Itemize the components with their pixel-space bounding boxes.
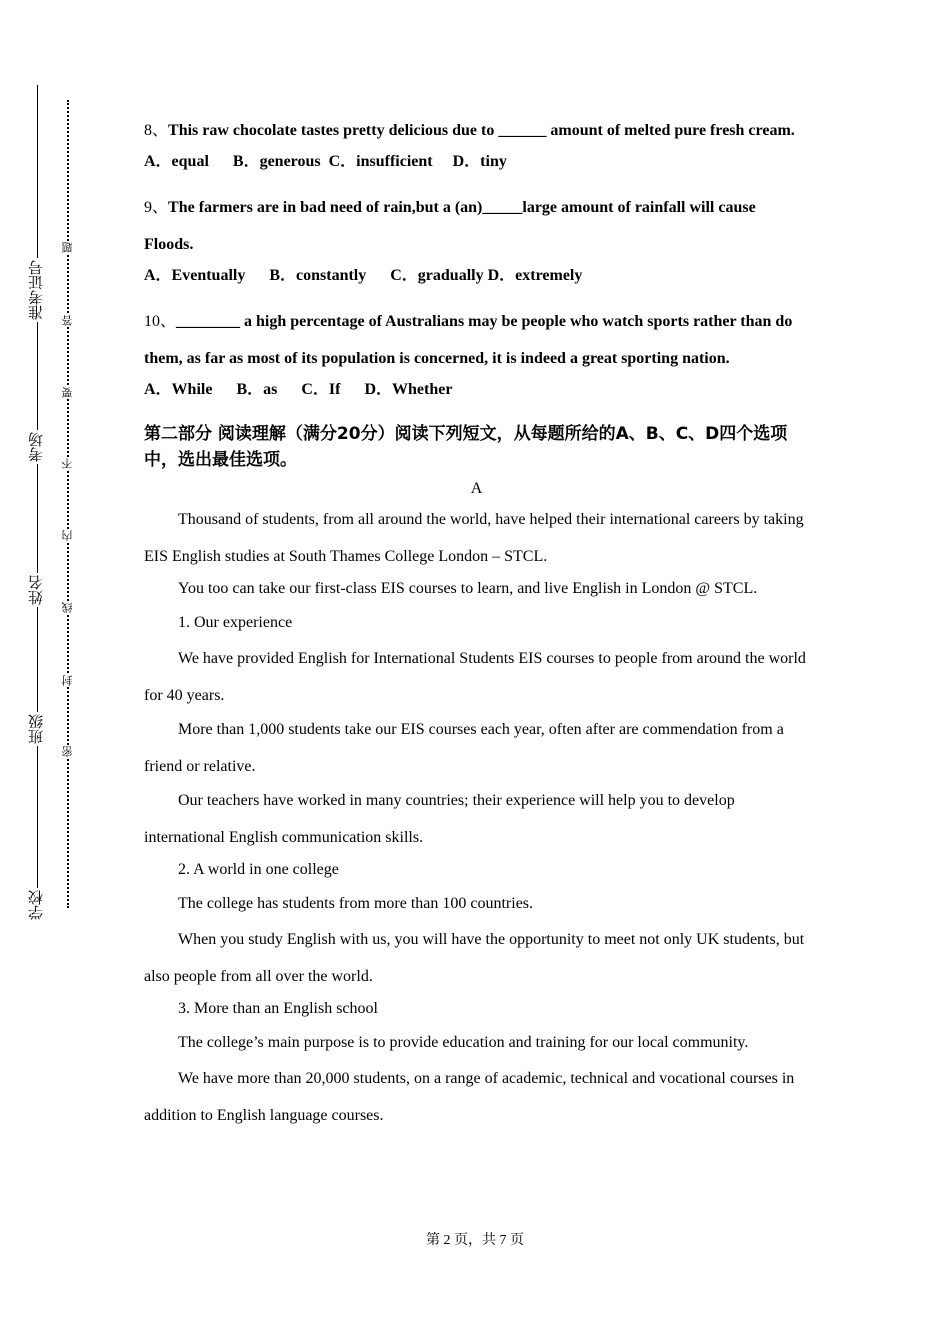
- question-text: This raw chocolate tastes pretty delicious due to ______ amount of melted pure fresh cream.: [168, 122, 795, 139]
- question-10: [144, 303, 809, 403]
- question-options: A．Eventually B．constantly C．gradually D．extremely: [144, 267, 583, 284]
- question-text: ________ a high percentage of Australians may be people who watch sports rather than do them, as far as most of its population is concerned, it is indeed a great sporting nation.: [144, 313, 793, 367]
- passage-paragraph: Thousand of students, from all around the world, have helped their international careers by taking EIS English studies at South Thames College London – STCL.: [144, 511, 804, 565]
- seal-char: 答: [62, 315, 74, 326]
- passage-paragraph: When you study English with us, you will have the opportunity to meet not only UK students, but also people from all over the world.: [144, 931, 805, 985]
- page-content: [144, 112, 809, 1131]
- passage-paragraph: The college’s main purpose is to provide education and training for our local community.: [178, 1034, 749, 1051]
- question-options: A．equal B．generous C．insufficient D．tiny: [144, 153, 507, 170]
- question-text: The farmers are in bad need of rain,but a (an)_____large amount of rainfall will cause Floods.: [144, 199, 756, 253]
- question-9: [144, 189, 809, 289]
- seal-char: 题: [62, 242, 74, 253]
- question-number: 9、: [144, 199, 169, 216]
- passage-paragraph: We have provided English for International Students EIS courses to people from around the world for 40 years.: [144, 650, 806, 704]
- field-school-label: 学校: [20, 888, 54, 922]
- question-stem: [144, 112, 809, 149]
- binding-seal-line: [67, 100, 69, 908]
- passage-paragraph: You too can take our first-class EIS courses to learn, and live English in London @ STCL.: [178, 580, 758, 597]
- seal-char: 要: [62, 387, 74, 398]
- passage-paragraph: Our teachers have worked in many countries; their experience will help you to develop international English communication skills.: [144, 792, 735, 846]
- section-heading: 第二部分 阅读理解（满分20分）阅读下列短文，从每题所给的A、B、C、D四个选项中，选出最佳选项。: [144, 424, 788, 470]
- question-stem: [144, 303, 809, 377]
- question-number: 8、: [144, 122, 169, 139]
- question-number: 10、: [144, 313, 177, 330]
- seal-char: 线: [62, 602, 74, 613]
- question-options: A．While B．as C．If D．Whether: [144, 381, 453, 398]
- binding-margin: [0, 0, 110, 1344]
- passage-paragraph: The college has students from more than 100 countries.: [178, 895, 534, 912]
- seal-char: 内: [62, 530, 74, 541]
- field-exam-number-label: 准考证号: [20, 258, 54, 322]
- passage-paragraph: We have more than 20,000 students, on a range of academic, technical and vocational courses in addition to English language courses.: [144, 1070, 795, 1124]
- field-exam-room-label: 考场: [20, 430, 54, 464]
- passage-title: A: [470, 480, 483, 497]
- passage-subheading: 1. Our experience: [178, 614, 293, 631]
- seal-char: 密: [62, 746, 74, 757]
- seal-char: 封: [62, 675, 74, 686]
- seal-char: 不: [62, 458, 74, 469]
- binding-solid-line: [37, 85, 38, 905]
- field-name-label: 姓名: [20, 573, 54, 607]
- passage-subheading: 3. More than an English school: [178, 1000, 378, 1017]
- passage-subheading: 2. A world in one college: [178, 861, 339, 878]
- page-footer: 第 2 页，共 7 页: [426, 1233, 524, 1248]
- question-8: [144, 112, 809, 175]
- passage-paragraph: More than 1,000 students take our EIS courses each year, often after are commendation from a friend or relative.: [144, 721, 784, 775]
- field-class-label: 班级: [20, 712, 54, 746]
- question-stem: [144, 189, 809, 263]
